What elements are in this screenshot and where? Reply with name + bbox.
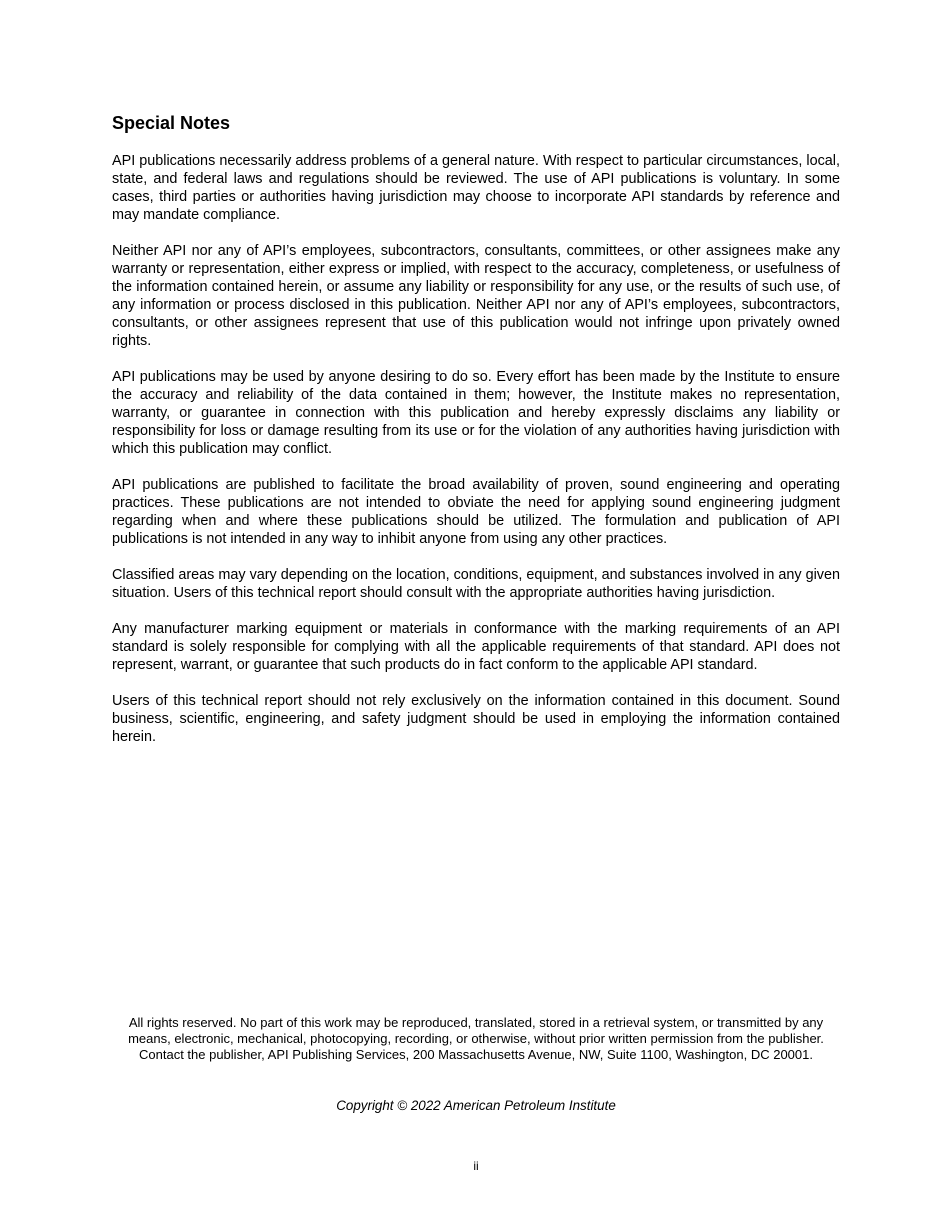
paragraph-manufacturer-marking: Any manufacturer marking equipment or materials in conformance with the marking requirements of an API standard is solely responsible for complying with all the applicable requirements of that standard. API does not represent, warrant, or guarantee that such products do in fact conform to the applicable API standard. xyxy=(112,621,840,673)
paragraph-general-nature: API publications necessarily address problems of a general nature. With respect to particular circumstances, local, state, and federal laws and regulations should be reviewed. The use of API publications is voluntary. In some cases, third parties or authorities having jurisdiction may choose to incorporate API standards by reference and may mandate compliance. xyxy=(112,153,840,223)
paragraph-warranty-disclaimer: Neither API nor any of API’s employees, subcontractors, consultants, committees, or other assignees make any warranty or representation, either express or implied, with respect to the accuracy, completeness, or usefulness of the information contained herein, or assume any liability or responsibility for any use, or the results of such use, of any information or process disclosed in this publication. Neither API nor any of API’s employees, subcontractors, consultants, or other assignees represent that use of this publication would not infringe upon privately owned rights. xyxy=(112,243,840,349)
page-number: ii xyxy=(473,1159,479,1173)
section-heading: Special Notes xyxy=(112,113,231,133)
paragraph-engineering-practices: API publications are published to facilitate the broad availability of proven, sound engineering and operating practices. These publications are not intended to obviate the need for applying sound engineering judgment regarding when and where these publications should be utilized. The formulation and publication of API publications is not intended in any way to inhibit anyone from using any other practices. xyxy=(112,477,840,547)
rights-notice: All rights reserved. No part of this work may be reproduced, translated, stored in a retrieval system, or transmitted by any means, electronic, mechanical, photocopying, recording, or otherwise, without prior written permission from the publisher. Contact the publisher, API Publishing Services, 200 Massachusetts Avenue, NW, Suite 1100, Washington, DC 20001. xyxy=(128,1015,824,1062)
paragraph-classified-areas: Classified areas may vary depending on the location, conditions, equipment, and substances involved in any given situation. Users of this technical report should consult with the appropriate authorities having jurisdiction. xyxy=(112,567,840,601)
special-notes-body xyxy=(112,152,840,764)
paragraph-user-judgment: Users of this technical report should not rely exclusively on the information contained in this document. Sound business, scientific, engineering, and safety judgment should be used in employing the information contained herein. xyxy=(112,693,840,745)
copyright-notice: Copyright © 2022 American Petroleum Institute xyxy=(336,1098,616,1113)
paragraph-liability-disclaimer: API publications may be used by anyone desiring to do so. Every effort has been made by the Institute to ensure the accuracy and reliability of the data contained in them; however, the Institute makes no representation, warranty, or guarantee in connection with this publication and hereby expressly disclaims any liability or responsibility for loss or damage resulting from its use or for the violation of any authorities having jurisdiction with which this publication may conflict. xyxy=(112,369,840,457)
